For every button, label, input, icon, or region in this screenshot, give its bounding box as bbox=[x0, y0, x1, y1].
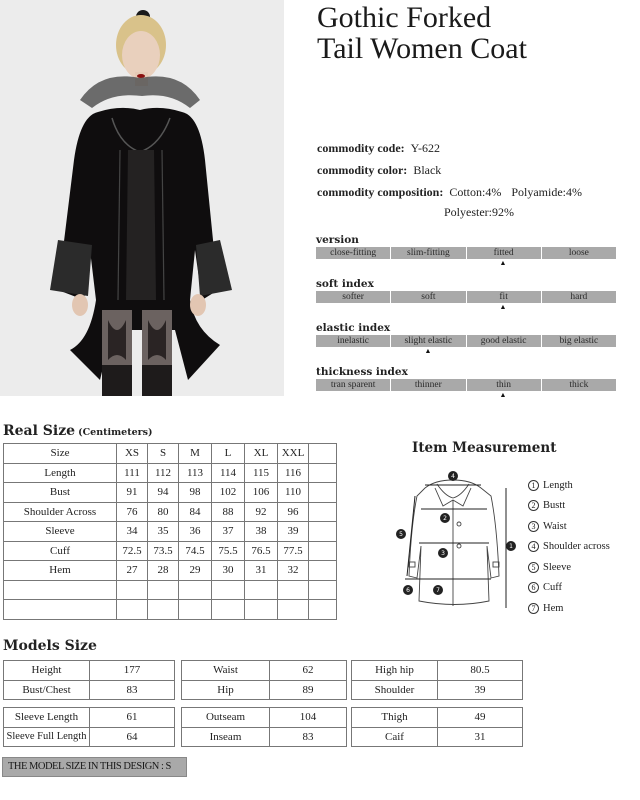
model-table-thigh-calf bbox=[351, 707, 523, 747]
scale-option: soft bbox=[391, 291, 465, 303]
table-row bbox=[4, 483, 337, 503]
model-figure-illustration bbox=[0, 0, 284, 396]
table-cell: 74.5 bbox=[179, 541, 212, 561]
model-measure-label: Hip bbox=[182, 680, 270, 700]
svg-text:4: 4 bbox=[451, 473, 455, 480]
scale-bar bbox=[316, 247, 616, 259]
table-cell bbox=[148, 600, 179, 620]
circled-number-icon: 7 bbox=[528, 603, 539, 614]
model-measure-label: Shoulder bbox=[352, 680, 438, 700]
legend-item-bust bbox=[528, 496, 610, 517]
table-cell: 113 bbox=[179, 463, 212, 483]
table-row bbox=[4, 661, 175, 681]
table-cell: 92 bbox=[245, 502, 278, 522]
legend-label: Shoulder across bbox=[543, 541, 610, 553]
model-measure-label: Outseam bbox=[182, 708, 270, 728]
table-cell: 110 bbox=[278, 483, 309, 503]
table-cell: Bust bbox=[4, 483, 117, 503]
table-cell: 77.5 bbox=[278, 541, 309, 561]
item-measurement-title: Item Measurement bbox=[412, 440, 557, 456]
fit-index-scales bbox=[316, 233, 616, 409]
table-header-cell bbox=[309, 444, 337, 464]
real-size-heading bbox=[3, 423, 152, 439]
model-measure-value: 62 bbox=[270, 661, 347, 681]
scale-version bbox=[316, 233, 616, 277]
model-measure-value: 31 bbox=[438, 727, 523, 747]
table-cell: 106 bbox=[245, 483, 278, 503]
table-cell: 96 bbox=[278, 502, 309, 522]
model-measure-label: Height bbox=[4, 661, 90, 681]
legend-item-waist bbox=[528, 516, 610, 537]
legend-item-length bbox=[528, 475, 610, 496]
table-cell bbox=[278, 600, 309, 620]
table-cell: 30 bbox=[212, 561, 245, 581]
model-table-height-bust bbox=[3, 660, 175, 700]
table-row-empty bbox=[4, 580, 337, 600]
table-cell bbox=[309, 483, 337, 503]
model-measure-value: 64 bbox=[90, 727, 175, 747]
model-measure-label: Thigh bbox=[352, 708, 438, 728]
table-cell bbox=[309, 522, 337, 542]
svg-text:7: 7 bbox=[436, 587, 440, 594]
table-cell: 32 bbox=[278, 561, 309, 581]
svg-text:3: 3 bbox=[441, 550, 445, 557]
circled-number-icon: 5 bbox=[528, 562, 539, 573]
svg-text:2: 2 bbox=[443, 515, 447, 522]
model-measure-value: 61 bbox=[90, 708, 175, 728]
real-size-unit: (Centimeters) bbox=[78, 427, 153, 438]
table-row bbox=[352, 727, 523, 747]
scale-option-selected: fitted bbox=[467, 247, 541, 259]
table-cell: 114 bbox=[212, 463, 245, 483]
table-row bbox=[182, 661, 347, 681]
table-cell bbox=[245, 580, 278, 600]
model-measure-value: 49 bbox=[438, 708, 523, 728]
scale-option-selected: thin bbox=[467, 379, 541, 391]
table-header-cell: M bbox=[179, 444, 212, 464]
scale-bar bbox=[316, 379, 616, 391]
scale-option: inelastic bbox=[316, 335, 390, 347]
table-cell: 72.5 bbox=[117, 541, 148, 561]
table-row bbox=[4, 502, 337, 522]
table-cell bbox=[117, 580, 148, 600]
table-cell bbox=[179, 600, 212, 620]
table-cell: 116 bbox=[278, 463, 309, 483]
table-header-cell: XXL bbox=[278, 444, 309, 464]
table-cell: 94 bbox=[148, 483, 179, 503]
table-cell bbox=[309, 463, 337, 483]
table-cell: 98 bbox=[179, 483, 212, 503]
circled-number-icon: 2 bbox=[528, 500, 539, 511]
scale-soft-index bbox=[316, 277, 616, 321]
triangle-up-marker-icon: ▲ bbox=[499, 391, 507, 399]
table-cell bbox=[245, 600, 278, 620]
table-cell: 39 bbox=[278, 522, 309, 542]
table-cell: 91 bbox=[117, 483, 148, 503]
scale-option: close-fitting bbox=[316, 247, 390, 259]
table-cell bbox=[212, 580, 245, 600]
table-cell bbox=[309, 561, 337, 581]
table-row bbox=[352, 661, 523, 681]
spec-color-label: commodity color: bbox=[317, 162, 408, 177]
svg-text:5: 5 bbox=[399, 531, 403, 538]
table-row bbox=[4, 541, 337, 561]
table-row bbox=[182, 708, 347, 728]
table-row bbox=[4, 463, 337, 483]
product-title bbox=[317, 2, 637, 64]
table-cell: 28 bbox=[148, 561, 179, 581]
legend-label: Waist bbox=[543, 520, 567, 532]
table-cell: 84 bbox=[179, 502, 212, 522]
model-table-highhip-shoulder bbox=[351, 660, 523, 700]
model-table-outseam-inseam bbox=[181, 707, 347, 747]
table-header-cell: XL bbox=[245, 444, 278, 464]
table-cell: 75.5 bbox=[212, 541, 245, 561]
table-row bbox=[4, 561, 337, 581]
models-size-title: Models Size bbox=[3, 638, 97, 654]
composition-polyester: Polyester:92% bbox=[444, 204, 514, 219]
table-cell: 80 bbox=[148, 502, 179, 522]
scale-option-selected: fit bbox=[467, 291, 541, 303]
legend-item-hem bbox=[528, 598, 610, 619]
table-cell: 76.5 bbox=[245, 541, 278, 561]
legend-label: Bustt bbox=[543, 500, 566, 512]
model-measure-label: Caif bbox=[352, 727, 438, 747]
svg-text:1: 1 bbox=[509, 543, 513, 550]
table-row bbox=[352, 680, 523, 700]
scale-option: loose bbox=[542, 247, 616, 259]
product-photo bbox=[0, 0, 284, 396]
model-measure-value: 83 bbox=[90, 680, 175, 700]
svg-text:6: 6 bbox=[406, 587, 410, 594]
table-cell: Sleeve bbox=[4, 522, 117, 542]
scale-option: softer bbox=[316, 291, 390, 303]
table-cell bbox=[4, 600, 117, 620]
model-measure-label: Bust/Chest bbox=[4, 680, 90, 700]
legend-item-sleeve bbox=[528, 557, 610, 578]
scale-option: thinner bbox=[391, 379, 465, 391]
model-measure-label: High hip bbox=[352, 661, 438, 681]
scale-option: thick bbox=[542, 379, 616, 391]
table-cell: 38 bbox=[245, 522, 278, 542]
table-cell: Length bbox=[4, 463, 117, 483]
table-cell: 76 bbox=[117, 502, 148, 522]
model-measure-label: Waist bbox=[182, 661, 270, 681]
scale-option: hard bbox=[542, 291, 616, 303]
scale-bar bbox=[316, 291, 616, 303]
composition-cotton: Cotton:4% bbox=[449, 184, 502, 199]
scale-option-selected: slight elastic bbox=[391, 335, 465, 347]
table-cell bbox=[179, 580, 212, 600]
table-row-empty bbox=[4, 600, 337, 620]
table-cell bbox=[278, 580, 309, 600]
scale-label: soft index bbox=[316, 278, 374, 290]
table-cell bbox=[309, 600, 337, 620]
table-cell: 36 bbox=[179, 522, 212, 542]
circled-number-icon: 1 bbox=[528, 480, 539, 491]
triangle-up-marker-icon: ▲ bbox=[499, 303, 507, 311]
spec-color-value: Black bbox=[413, 162, 442, 177]
table-cell: 29 bbox=[179, 561, 212, 581]
spec-code-value: Y-622 bbox=[410, 140, 440, 155]
table-cell bbox=[212, 600, 245, 620]
table-row bbox=[182, 680, 347, 700]
table-cell: 27 bbox=[117, 561, 148, 581]
model-measure-label: Sleeve Full Length bbox=[4, 727, 90, 747]
real-size-table bbox=[3, 443, 337, 620]
legend-label: Cuff bbox=[543, 582, 563, 594]
model-size-design-badge: THE MODEL SIZE IN THIS DESIGN : S bbox=[2, 757, 187, 777]
table-row bbox=[4, 727, 175, 747]
scale-option: tran sparent bbox=[316, 379, 390, 391]
coat-outline-icon bbox=[395, 466, 530, 611]
model-measure-value: 80.5 bbox=[438, 661, 523, 681]
scale-option: good elastic bbox=[467, 335, 541, 347]
table-cell: Hem bbox=[4, 561, 117, 581]
composition-polyamide: Polyamide:4% bbox=[511, 184, 583, 199]
scale-elastic-index bbox=[316, 321, 616, 365]
table-header-cell: XS bbox=[117, 444, 148, 464]
scale-label: version bbox=[316, 234, 359, 246]
triangle-up-marker-icon: ▲ bbox=[424, 347, 432, 355]
model-table-sleeve bbox=[3, 707, 175, 747]
product-title-line-2: Tail Women Coat bbox=[317, 32, 527, 65]
model-measure-label: Inseam bbox=[182, 727, 270, 747]
table-cell bbox=[309, 502, 337, 522]
legend-label: Sleeve bbox=[543, 561, 571, 573]
legend-label: Hem bbox=[543, 602, 564, 614]
table-cell bbox=[4, 580, 117, 600]
table-cell: 88 bbox=[212, 502, 245, 522]
scale-option: slim-fitting bbox=[391, 247, 465, 259]
legend-item-cuff bbox=[528, 578, 610, 599]
model-measure-value: 89 bbox=[270, 680, 347, 700]
spec-code bbox=[317, 137, 637, 159]
table-header-row bbox=[4, 444, 337, 464]
table-row bbox=[4, 522, 337, 542]
table-cell: Cuff bbox=[4, 541, 117, 561]
spec-code-label: commodity code: bbox=[317, 140, 405, 155]
scale-option: big elastic bbox=[542, 335, 616, 347]
table-row bbox=[4, 680, 175, 700]
spec-composition bbox=[317, 181, 637, 203]
table-cell: 34 bbox=[117, 522, 148, 542]
table-cell: 73.5 bbox=[148, 541, 179, 561]
product-title-line-1: Gothic Forked bbox=[317, 1, 492, 34]
table-row bbox=[4, 708, 175, 728]
table-header-cell: S bbox=[148, 444, 179, 464]
spec-color bbox=[317, 159, 637, 181]
table-cell: 31 bbox=[245, 561, 278, 581]
table-cell: 112 bbox=[148, 463, 179, 483]
legend-label: Length bbox=[543, 479, 573, 491]
triangle-up-marker-icon: ▲ bbox=[499, 259, 507, 267]
circled-number-icon: 3 bbox=[528, 521, 539, 532]
table-cell bbox=[309, 580, 337, 600]
scale-bar bbox=[316, 335, 616, 347]
table-cell: 37 bbox=[212, 522, 245, 542]
table-header-cell: Size bbox=[4, 444, 117, 464]
model-measure-value: 177 bbox=[90, 661, 175, 681]
circled-number-icon: 4 bbox=[528, 541, 539, 552]
scale-label: thickness index bbox=[316, 366, 408, 378]
table-cell bbox=[148, 580, 179, 600]
table-cell bbox=[117, 600, 148, 620]
model-measure-value: 83 bbox=[270, 727, 347, 747]
commodity-specs bbox=[317, 137, 637, 221]
measurement-legend bbox=[528, 475, 610, 619]
table-cell: Shoulder Across bbox=[4, 502, 117, 522]
scale-label: elastic index bbox=[316, 322, 391, 334]
table-cell: 115 bbox=[245, 463, 278, 483]
table-cell bbox=[309, 541, 337, 561]
scale-thickness-index bbox=[316, 365, 616, 409]
model-table-waist-hip bbox=[181, 660, 347, 700]
table-cell: 102 bbox=[212, 483, 245, 503]
coat-measurement-diagram bbox=[395, 466, 530, 611]
spec-composition-label: commodity composition: bbox=[317, 184, 444, 199]
table-cell: 111 bbox=[117, 463, 148, 483]
table-row bbox=[182, 727, 347, 747]
model-measure-label: Sleeve Length bbox=[4, 708, 90, 728]
spec-composition-value bbox=[449, 185, 589, 200]
table-cell: 35 bbox=[148, 522, 179, 542]
model-measure-value: 104 bbox=[270, 708, 347, 728]
legend-item-shoulder-across bbox=[528, 537, 610, 558]
circled-number-icon: 6 bbox=[528, 582, 539, 593]
table-header-cell: L bbox=[212, 444, 245, 464]
real-size-title: Real Size bbox=[3, 423, 76, 439]
spec-composition-continued bbox=[317, 203, 637, 221]
table-row bbox=[352, 708, 523, 728]
model-measure-value: 39 bbox=[438, 680, 523, 700]
